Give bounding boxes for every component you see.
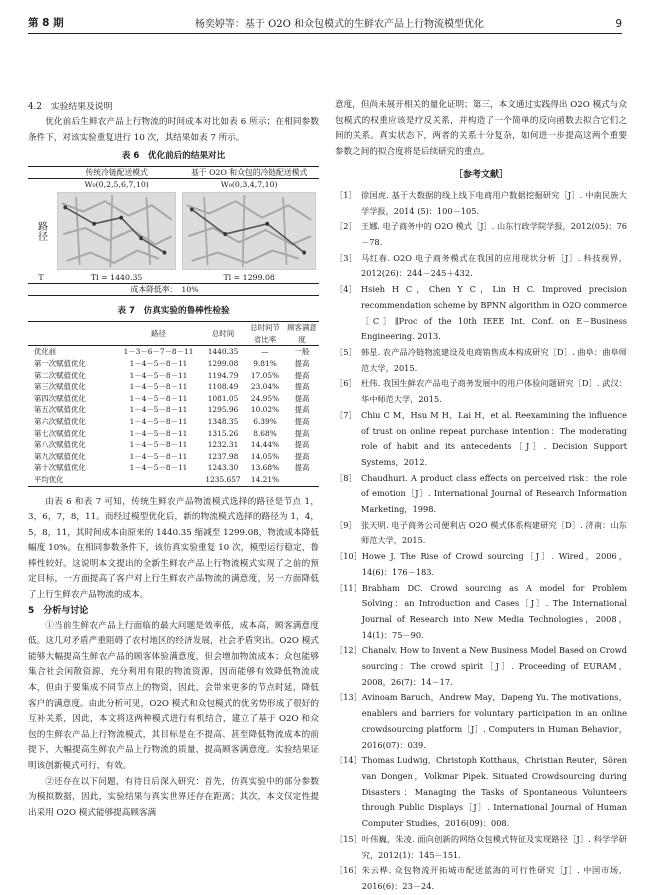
right-column <box>335 98 627 895</box>
table7-cell: 第十次赋值优化 <box>34 463 86 473</box>
table7-cell: 1194.79 <box>207 370 239 380</box>
paragraph-results: 由表 6 和表 7 可知，传统生鲜农产品物流模式选择的路径是节点 1，3，6，7，8，11。而经过模型优化后，新的物流模式选择的路径为 1，4，5，8，11，其时间成本由原来的 1440.35 缩减至 1299.08，物流成本降低幅度 10%。在相同参数条件下，该仿真实验重复 10 次，模型运行稳定，鲁棒性较好。这说明本文提出的全新生鲜农产品上行物流模式实现了之前的预定目标，一方面提高了客户对上行生鲜农产品物流的满意度，另一方面降低了上行生鲜农产品物流的成本。 <box>28 496 319 601</box>
reference-item <box>335 376 627 407</box>
reference-item <box>335 282 627 345</box>
table7-caption: 表 7 仿真实验的鲁棒性检验 <box>117 306 230 317</box>
issue-number: 第 8 期 <box>28 17 64 29</box>
table7 <box>28 321 319 486</box>
reference-number: ［7］ <box>335 409 357 420</box>
table7-cell: 8.68% <box>253 428 277 438</box>
paragraph-analysis-1: ①当前生鲜农产品上行面临的最大问题是效率低，成本高，顾客满意度低。这几对矛盾严重阻碍了农村地区的经济发展，社会矛盾突出。O2O 模式能够大幅提高生鲜农产品的顾客体验满意度，但会增加物流成本；众包能够集合社会闲散资源，充分利用有限的物流资源，因而能够有效降低物流成本，但由于要集成不同节点上的物资，因此，会带来更多的节点时延，降低客户的满意度。由此分析可见，O2O 模式和众包模式的优劣势形成了很好的互补关系，因此，本文将这两种模式进行有机结合，建立了基于 O2O 和众包的生鲜农产品上行物流模式，其目标是在不提高、甚至降低物流成本的前提下，大幅提高生鲜农产品上行物流的质量，提高顾客满意度。实验结果证明该创新模式可行，有效。 <box>28 620 319 771</box>
reference-text: Howe J. The Rise of Crowd sourcing［J］. Wired，2006，14(6)：176－183. <box>361 551 627 577</box>
table7-cell: 13.68% <box>250 463 280 473</box>
table6-col-traditional: 传统冷链配送模式 <box>54 167 179 179</box>
table7-row <box>28 404 319 416</box>
left-column <box>28 100 319 821</box>
table7-cell: 1－4－5－8－11 <box>129 393 188 403</box>
reference-number: ［10］ <box>335 551 362 562</box>
reference-number: ［11］ <box>335 582 362 593</box>
table7-header: 顾客满意度 <box>285 322 319 346</box>
table7-cell: 1440.35 <box>207 347 239 357</box>
reference-item <box>335 863 627 894</box>
route-map-traditional <box>57 192 176 270</box>
paragraph-analysis-2: ②还存在以下问题，有待日后深入研究：首先，仿真实验中的部分参数为模拟数据，因此，实验结果与真实世界还存在距离；其次，本文仅定性提出采用 O2O 模式能够提高顾客满 <box>28 776 319 818</box>
table7-cell: 1108.49 <box>207 382 239 392</box>
table7-cell: 1－4－5－8－11 <box>129 370 188 380</box>
table7-cell: 提高 <box>294 416 310 426</box>
reference-text: Chanalv. How to Invent a New Business Model Based on Crowd sourcing：The crowd spirit［J］. Proceeding of EURAM，2008，26(7)：14－17. <box>361 645 627 687</box>
table7-cell: 14.21% <box>245 474 285 486</box>
table7-cell: 第四次赋值优化 <box>34 393 86 403</box>
reference-item <box>335 753 627 832</box>
reference-number: ［14］ <box>335 755 362 766</box>
table7-cell: 1315.26 <box>207 428 239 438</box>
table7-cell: 1081.05 <box>207 393 239 403</box>
table6-row-label: 路径 <box>35 221 47 242</box>
reference-text: Chiu C M，Hsu M H，Lai H，et al. Reexamining the influence of trust on online repeat purchase intention：The moderating role of habit and its antecedents［J］. Decision Support Systems，2012. <box>361 409 627 467</box>
reference-text: 王娜. 电子商务中的 O2O 模式［J］. 山东行政学院学报，2012(05)：76－78. <box>361 221 627 248</box>
table7-cell: 1235.657 <box>201 474 245 486</box>
reference-text: 韩星. 农产品冷链物流建设及电商销售成本构成研究［D］. 曲阜：曲阜师范大学，2015. <box>361 347 627 373</box>
reference-number: ［2］ <box>335 221 357 232</box>
table7-cell <box>116 474 201 486</box>
reference-number: ［9］ <box>335 519 357 530</box>
table7-cell: 提高 <box>294 440 310 450</box>
table7-cell: 第一次赋值优化 <box>34 358 86 368</box>
table7-cell: 第七次赋值优化 <box>34 428 86 438</box>
table7-cell: 提高 <box>294 370 310 380</box>
table7-cell: 14.05% <box>250 451 280 461</box>
table7-header: 总时间节省比率 <box>245 322 285 346</box>
reference-number: ［8］ <box>335 472 357 483</box>
references-list <box>335 188 627 895</box>
table7-cell: 14.44% <box>250 440 280 450</box>
table7-cell: 优化前 <box>34 347 57 357</box>
reference-text: Avinoam Baruch，Andrew May，Dapeng Yu. The motivations，enablers and barriers for voluntary participation in an online crowdsourcing platform［J］. Computers in Human Behavior，2016(07)：039. <box>361 692 627 750</box>
reference-item <box>335 690 627 753</box>
table7-cell: 1－4－5－8－11 <box>129 451 188 461</box>
reference-text: Hsieh H C，Chen Y C，Lin H C. Improved precision recommendation scheme by BPNN algorithm in O2O commerce［C］∥Proc of the 10th IEEE Int. Conf. on E－Business Engineering. 2013. <box>361 284 627 342</box>
table7-row <box>28 474 319 486</box>
table7-cell: 提高 <box>294 358 310 368</box>
table7-row <box>28 346 319 358</box>
table7-row <box>28 393 319 405</box>
table7-cell: 1－3－6－7－8－11 <box>123 347 194 357</box>
page-number: 9 <box>615 18 622 30</box>
reference-number: ［3］ <box>335 252 357 263</box>
table7-cell: 1－4－5－8－11 <box>129 440 188 450</box>
table7-cell: 平均优化 <box>28 474 116 486</box>
paragraph-continued: 意度，但尚未展开相关的量化证明；第三，本文通过实践得出 O2O 模式与众包模式的权重应该是疗反关系，并构造了一个简单的反向函数去拟合它们之间的关系。真实状态下，两者的关系十分复杂，如何进一步提高这两个重要参数之间的拟合度将是后续研究的重点。 <box>335 100 627 157</box>
table7-cell: 第二次赋值优化 <box>34 370 86 380</box>
table7-cell: 提高 <box>294 463 310 473</box>
table7-row <box>28 416 319 428</box>
table7-row <box>28 451 319 463</box>
reference-text: 张天明. 电子商务公司便利店 O2O 模式体系构建研究［D］. 济南：山东师范大学，2015. <box>361 519 627 546</box>
reference-item <box>335 345 627 376</box>
table7-cell: 1－4－5－8－11 <box>129 382 188 392</box>
reference-item <box>335 471 627 518</box>
reference-number: ［12］ <box>335 645 362 656</box>
table7-cell: 提高 <box>294 428 310 438</box>
subsection-4-2: 4.2 实验结果及说明 <box>28 102 113 112</box>
table7-cell: 提高 <box>294 451 310 461</box>
table6-caption: 表 6 优化前后的结果对比 <box>121 151 226 162</box>
reference-item <box>335 581 627 644</box>
table6-t-traditional: Tl = 1440.35 <box>54 272 179 284</box>
reference-item <box>335 643 627 690</box>
reference-text: Brabham DC. Crowd sourcing as A model for Problem Solving：an Introduction and Cases［J］. The International Journal of Research into New Media Technologies，2008，14(1)：75－90. <box>361 582 627 640</box>
table6-t-o2o: Tl = 1299.08 <box>179 272 319 284</box>
table7-cell: 1232.31 <box>207 440 239 450</box>
table7-cell: 24.95% <box>250 393 280 403</box>
reference-text: Thomas Ludwig，Christoph Kotthaus，Christian Reuter，Sören van Dongen，Volkmar Pipek. Situated Crowdsourcing during Disasters：Managing the Tasks of Spontaneous Volunteers through Public Displays［J］. International Journal of Human Computer Studies，2016(09)：008. <box>361 755 627 829</box>
reference-item <box>335 408 627 471</box>
reference-number: ［1］ <box>335 189 357 200</box>
reference-text: Chaudhuri. A product class effects on perceived risk：the role of emotion［J］. International Journal of Research Information Marketing，1998. <box>361 472 627 515</box>
table7-cell: 1348.35 <box>207 416 239 426</box>
table7-cell: 6.39% <box>253 416 277 426</box>
table7-cell: 1243.30 <box>207 463 239 473</box>
table6 <box>28 166 319 296</box>
table7-cell: 1295.96 <box>207 405 239 415</box>
reference-text: 徐国虎. 基于大数据的线上线下电商用户数据挖掘研究［J］. 中南民族大学学报，2014 (5)：100－105. <box>361 189 627 216</box>
table7-cell: 一般 <box>294 347 310 357</box>
table7-cell: 第三次赋值优化 <box>34 382 86 392</box>
table7-cell: 1－4－5－8－11 <box>129 463 188 473</box>
table7-cell: 第九次赋值优化 <box>34 451 86 461</box>
reference-number: ［4］ <box>335 284 357 295</box>
reference-number: ［15］ <box>335 833 362 844</box>
running-header <box>28 8 622 34</box>
table7-cell: 23.04% <box>250 382 280 392</box>
reference-item <box>335 219 627 250</box>
reference-text: 杜伟. 我国生鲜农产品电子商务发展中的用户体验问题研究［D］. 武汉：华中师范大学，2015. <box>361 378 627 405</box>
references-title: ［参考文献］ <box>453 170 508 181</box>
table7-cell: 1－4－5－8－11 <box>129 416 188 426</box>
table7-row <box>28 358 319 370</box>
table7-row <box>28 428 319 440</box>
table6-w-o2o: W₀(0,3,4,7,10) <box>220 180 278 190</box>
table7-row <box>28 439 319 451</box>
table7-cell: 1－4－5－8－11 <box>129 428 188 438</box>
table6-rate-label: 成本降低率： <box>130 285 178 295</box>
table7-header: 路径 <box>116 322 201 346</box>
table7-header <box>28 322 116 346</box>
section-5-heading: 5 分析与讨论 <box>28 605 89 616</box>
table7-cell: 第五次赋值优化 <box>34 405 86 415</box>
table6-w-traditional: W₀(0,2,5,6,7,10) <box>84 180 149 190</box>
table7-row <box>28 381 319 393</box>
reference-item <box>335 549 627 580</box>
running-title: 杨奕婷等：基于 O2O 和众包模式的生鲜农产品上行物流模型优化 <box>194 19 485 30</box>
paragraph-intro: 优化前后生鲜农产品上行物流的时间成本对比如表 6 所示；在相同参数条件下，对该实验重复进行 10 次，其结果如表 7 所示。 <box>28 117 319 143</box>
table7-cell: 第六次赋值优化 <box>34 416 86 426</box>
table7-cell: 1237.98 <box>207 451 239 461</box>
table7-cell <box>285 474 319 486</box>
table6-t-label: T <box>28 272 54 284</box>
reference-text: 叶伟巍，朱凌. 面向创新的网络众包模式特征及实现路径［J］. 科学学研究，2012(1)：145－151. <box>361 833 627 860</box>
reference-text: 朱云桦. 众包物流开拓城市配送蓝海的可行性研究［J］. 中国市场，2016(6)：23－24. <box>361 865 627 891</box>
table7-cell: 9.81% <box>253 358 277 368</box>
table7-body <box>28 346 319 486</box>
route-map-o2o <box>182 192 316 270</box>
reference-number: ［5］ <box>335 347 357 357</box>
table7-cell: — <box>261 347 269 357</box>
table6-rate-value: 10% <box>181 285 199 295</box>
reference-item <box>335 251 627 282</box>
table7-header: 总时间 <box>201 322 245 346</box>
table7-cell: 提高 <box>294 405 310 415</box>
table7-row <box>28 462 319 474</box>
reference-item <box>335 188 627 219</box>
reference-number: ［6］ <box>335 378 357 389</box>
table7-cell: 1299.08 <box>207 358 239 368</box>
table7-cell: 1－4－5－8－11 <box>129 358 188 368</box>
table7-cell: 10.02% <box>250 405 280 415</box>
reference-number: ［13］ <box>335 692 362 703</box>
reference-item <box>335 518 627 549</box>
table7-cell: 17.05% <box>250 370 280 380</box>
table7-cell: 提高 <box>294 382 310 392</box>
table6-col-o2o: 基于 O2O 和众包的冷链配送模式 <box>179 167 319 179</box>
table7-row <box>28 370 319 382</box>
table7-cell: 第八次赋值优化 <box>34 440 86 450</box>
reference-item <box>335 832 627 863</box>
table7-cell: 提高 <box>294 393 310 403</box>
reference-number: ［16］ <box>335 865 362 876</box>
reference-text: 马红春. O2O 电子商务模式在我国的应用现状分析［J］. 科技视界，2012(26)：244－245＋432. <box>361 252 627 279</box>
table7-cell: 1－4－5－8－11 <box>129 405 188 415</box>
